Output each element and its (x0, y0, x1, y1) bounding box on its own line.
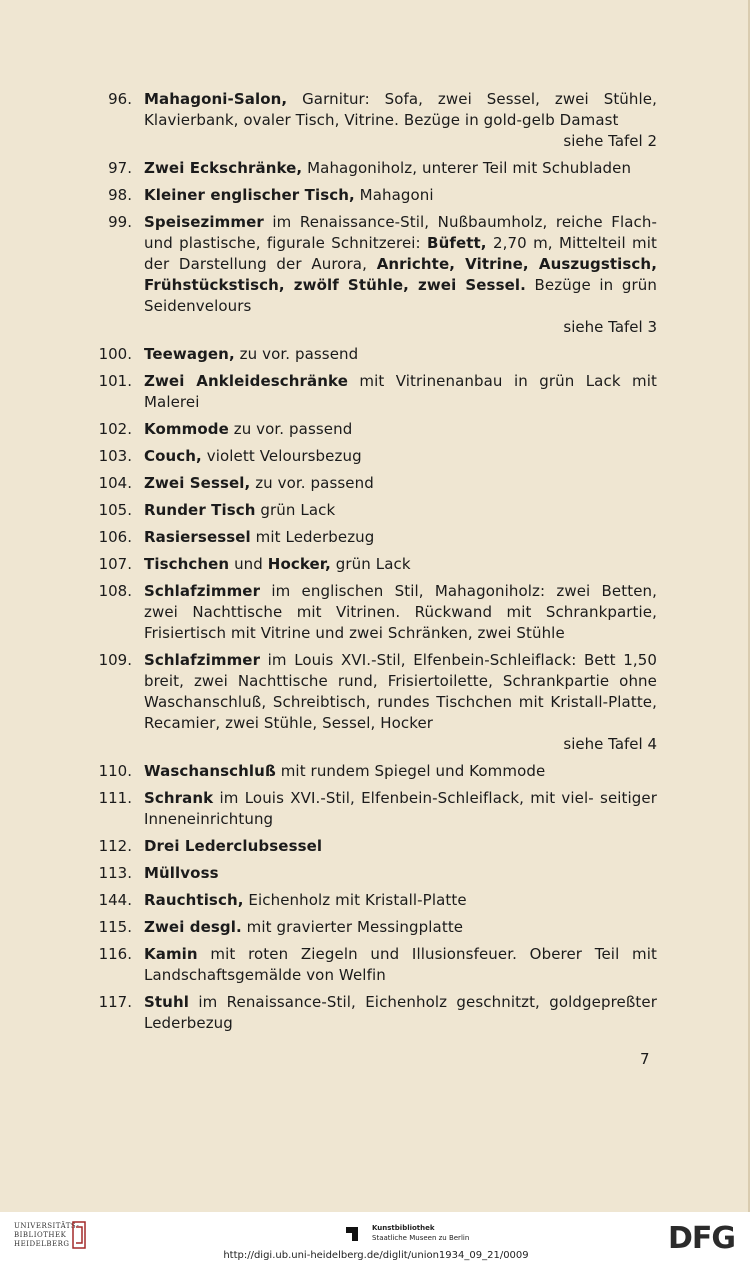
entry-item-name: Kleiner englischer Tisch, (144, 186, 355, 204)
entry-item-name: Zwei desgl. (144, 918, 242, 936)
entry-item-name: Runder Tisch (144, 501, 256, 519)
entry-item-detail: im Louis XVI.-Stil, Elfenbein-Schleiflack: Bett 1,50 breit, zwei Nachttische rund, Frisiertoilette, Schrankpartie ohne Waschanschluß, Schreibtisch, rundes Tischchen mit Kristall-Platte, Recamier, zwei Stühle, Sessel, Hocker (144, 651, 658, 732)
entry-number: 105. (98, 501, 132, 519)
entry-item-detail: Bezüge in grün Seidenvelours (144, 276, 657, 315)
source-url[interactable]: http://digi.ub.uni-heidelberg.de/diglit/union1934_09_21/0009 (223, 1250, 529, 1261)
kb-subtitle: Staatliche Museen zu Berlin (372, 1234, 470, 1242)
entry-number: 96. (108, 90, 132, 108)
entry-number: 144. (98, 891, 132, 909)
entry-description (144, 344, 657, 365)
entry-item-detail: Eichenholz mit Kristall-Platte (248, 891, 467, 909)
catalog-entry (0, 836, 752, 857)
entry-description (144, 212, 657, 317)
entry-description (144, 446, 657, 467)
entry-number: 103. (98, 447, 132, 465)
uni-line-3: HEIDELBERG (14, 1240, 70, 1248)
entry-item-name: Schlafzimmer (144, 582, 261, 600)
entry-item-detail: Garnitur: Sofa, zwei Sessel, zwei Stühle, Klavierbank, ovaler Tisch, Vitrine. Bezüge in gold-gelb Damast (144, 90, 657, 129)
plate-reference: siehe Tafel 4 (563, 735, 657, 753)
entry-item-name: Kamin (144, 945, 198, 963)
catalog-entry (0, 344, 752, 365)
catalog-entry (0, 554, 752, 575)
entry-number: 98. (108, 186, 132, 204)
entry-number: 99. (108, 213, 132, 231)
entry-number: 106. (98, 528, 132, 546)
entry-item-detail: im Renaissance-Stil, Eichenholz geschnitzt, goldgepreßter Lederbezug (144, 993, 658, 1032)
catalog-entries (0, 89, 752, 1040)
entry-item-name: Kommode (144, 420, 229, 438)
catalog-entry (0, 917, 752, 938)
entry-description (144, 836, 657, 857)
plate-reference: siehe Tafel 2 (563, 132, 657, 150)
entry-description (144, 89, 657, 131)
catalog-entry (0, 863, 752, 884)
entry-description (144, 890, 657, 911)
entry-description (144, 419, 657, 440)
entry-item-detail: grün Lack (260, 501, 336, 519)
catalog-entry (0, 581, 752, 644)
entry-item-name: Anrichte, Vitrine, Auszugstisch, Frühstückstisch, zwölf Stühle, zwei Sessel. (144, 255, 657, 294)
entry-item-name: Mahagoni-Salon, (144, 90, 288, 108)
catalog-entry (0, 89, 752, 152)
entry-item-name: Zwei Ankleideschränke (144, 372, 348, 390)
uni-line-2: BIBLIOTHEK (14, 1231, 67, 1239)
catalog-entry (0, 944, 752, 986)
entry-number: 109. (98, 651, 132, 669)
catalog-entry (0, 185, 752, 206)
catalog-entry (0, 158, 752, 179)
catalog-entry (0, 890, 752, 911)
entry-description (144, 185, 657, 206)
catalog-entry (0, 473, 752, 494)
entry-number: 116. (98, 945, 132, 963)
entry-item-name: Drei Lederclubsessel (144, 837, 323, 855)
entry-item-detail: 2,70 m, Mittelteil mit der Darstellung der Aurora, (144, 234, 658, 273)
catalog-entry (0, 212, 752, 338)
entry-number: 112. (98, 837, 132, 855)
entry-description (144, 158, 657, 179)
entry-description (144, 650, 657, 734)
catalog-entry (0, 650, 752, 755)
entry-item-name: Zwei Sessel, (144, 474, 251, 492)
entry-item-detail: im Renaissance-Stil, Nußbaumholz, reiche Flach- und plastische, figurale Schnitzerei: (144, 213, 657, 252)
entry-item-name: Speisezimmer (144, 213, 264, 231)
entry-number: 117. (98, 993, 132, 1011)
entry-description (144, 788, 657, 830)
entry-description (144, 371, 657, 413)
entry-number: 101. (98, 372, 132, 390)
catalog-entry (0, 500, 752, 521)
entry-item-detail: zu vor. passend (233, 420, 353, 438)
entry-item-name: Rasiersessel (144, 528, 251, 546)
university-seal-icon (72, 1221, 86, 1249)
entry-number: 102. (98, 420, 132, 438)
entry-item-name: Büfett, (427, 234, 487, 252)
entry-item-name: Schrank (144, 789, 214, 807)
entry-description (144, 554, 657, 575)
catalog-entry (0, 527, 752, 548)
entry-item-name: Tischchen (144, 555, 230, 573)
entry-item-name: Waschanschluß (144, 762, 276, 780)
entry-description (144, 992, 657, 1034)
entry-number: 113. (98, 864, 132, 882)
entry-description (144, 863, 657, 884)
entry-item-name: Stuhl (144, 993, 189, 1011)
entry-description (144, 473, 657, 494)
entry-item-name: Schlafzimmer (144, 651, 261, 669)
entry-number: 107. (98, 555, 132, 573)
entry-item-detail: zu vor. passend (255, 474, 374, 492)
kb-title: Kunstbibliothek (372, 1224, 435, 1232)
entry-number: 108. (98, 582, 132, 600)
entry-item-detail: grün Lack (335, 555, 411, 573)
catalog-entry (0, 761, 752, 782)
entry-number: 110. (98, 762, 132, 780)
entry-number: 100. (98, 345, 132, 363)
entry-number: 111. (98, 789, 132, 807)
entry-description (144, 944, 657, 986)
entry-description (144, 527, 657, 548)
entry-description (144, 917, 657, 938)
entry-item-name: Couch, (144, 447, 202, 465)
entry-item-detail: mit Vitrinenanbau in grün Lack mit Malerei (144, 372, 657, 411)
entry-description (144, 500, 657, 521)
entry-item-detail: mit gravierter Messingplatte (246, 918, 464, 936)
catalog-entry (0, 419, 752, 440)
entry-item-detail: violett Veloursbezug (206, 447, 362, 465)
entry-item-detail: mit rundem Spiegel und Kommode (280, 762, 546, 780)
entry-item-detail: Mahagoni (359, 186, 434, 204)
entry-item-detail: mit Lederbezug (255, 528, 375, 546)
catalog-entry (0, 788, 752, 830)
kunstbibliothek-label (372, 1223, 469, 1243)
entry-item-name: Hocker, (267, 555, 331, 573)
entry-item-name: Rauchtisch, (144, 891, 244, 909)
entry-description (144, 581, 657, 644)
catalog-entry (0, 371, 752, 413)
kunstbibliothek-logo-icon (344, 1223, 366, 1245)
entry-item-detail: zu vor. passend (239, 345, 359, 363)
catalog-entry (0, 446, 752, 467)
entry-item-name: Zwei Eckschränke, (144, 159, 303, 177)
entry-item-detail: im englischen Stil, Mahagoniholz: zwei Betten, zwei Nachttische mit Vitrinen. Rückwand mit Schrankpartie, Frisiertisch mit Vitrine und zwei Schränken, zwei Stühle (144, 582, 657, 642)
entry-item-name: Müllvoss (144, 864, 219, 882)
entry-item-name: Teewagen, (144, 345, 235, 363)
entry-number: 104. (98, 474, 132, 492)
catalog-entry (0, 992, 752, 1034)
entry-number: 115. (98, 918, 132, 936)
university-library-logo-text (14, 1222, 79, 1249)
entry-item-detail: und (234, 555, 263, 573)
entry-description (144, 761, 657, 782)
uni-line-1: UNIVERSITÄTS- (14, 1222, 80, 1230)
dfg-logo: DFG (668, 1221, 736, 1256)
page-number: 7 (640, 1050, 650, 1068)
plate-reference: siehe Tafel 3 (563, 318, 657, 336)
entry-item-detail: mit roten Ziegeln und Illusionsfeuer. Oberer Teil mit Landschaftsgemälde von Welfin (144, 945, 657, 984)
entry-item-detail: im Louis XVI.-Stil, Elfenbein-Schleiflack, mit viel- seitiger Inneneinrichtung (144, 789, 658, 828)
entry-item-detail: Mahagoniholz, unterer Teil mit Schubladen (307, 159, 632, 177)
entry-number: 97. (108, 159, 132, 177)
